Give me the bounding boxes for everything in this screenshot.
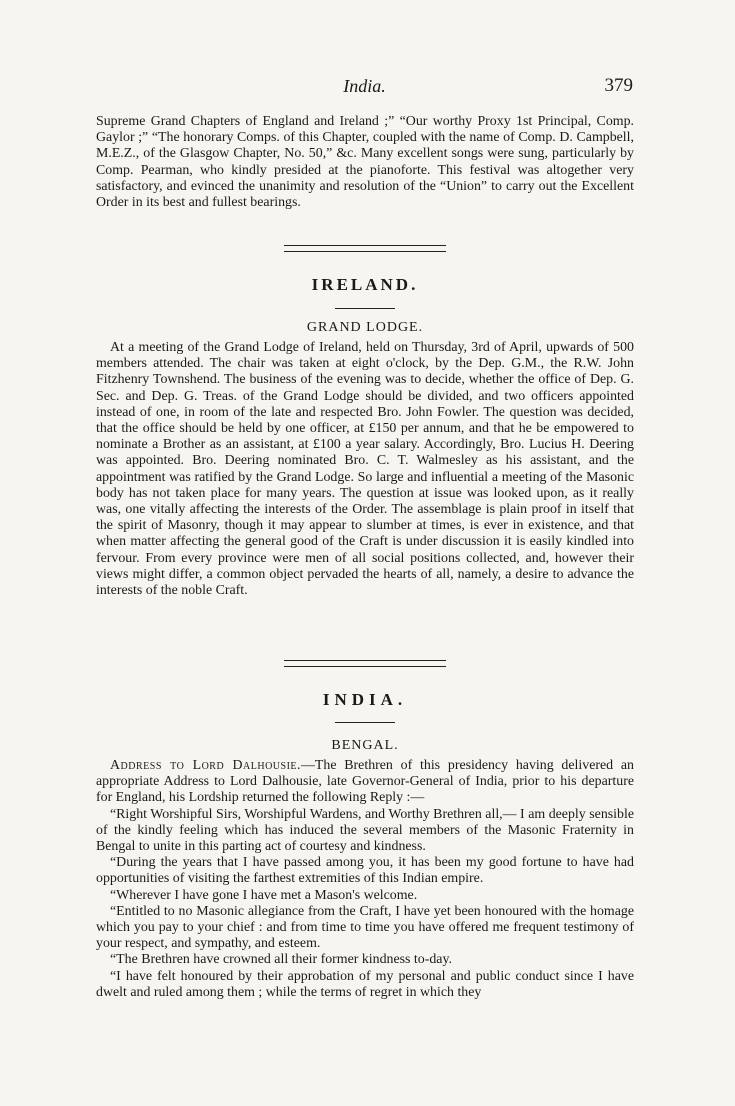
ireland-paragraph: At a meeting of the Grand Lodge of Ireland, held on Thursday, 3rd of April, upwards of 500 members attended. The chair was taken at eight o'clock, by the Dep. G.M., the R.W. John Fitzhenry Townshend. The business of the evening was to decide, whether the office of Dep. G. Sec. and Dep. G. Treas. of the Grand Lodge should be divided, and two officers appointed instead of one, in room of the late and respected Bro. John Fowler. The question was decided, that the office should be held by one officer, at £150 per annum, and that he be empowered to nominate a Brother as an assistant, at £100 a year salary. Accordingly, Bro. Lucius H. Deering was appointed. Bro. Deering nominated Bro. C. T. Walmesley as his assistant, and the appointment was ratified by the Grand Lodge. So large and influential a meeting of the Masonic body has not taken place for many years. The question at issue was looked upon, as it really was, one vitally affecting the interests of the Order. The assemblage is plain proof in itself that the spirit of Masonry, though it may appear to slumber at times, is ever in existence, and that when matter affecting the general good of the Craft is under discussion it is easily kindled into fervour. From every province were men of all social positions collected, and, however their views might differ, a common object pervaded the hearts of all, namely, a desire to advance the interests of the noble Craft. — [96, 340, 634, 599]
reply-paragraph: “The Brethren have crowned all their former kindness to-day. — [110, 952, 452, 968]
reply-paragraph: “Entitled to no Masonic allegiance from the Craft, I have yet been honoured with the homage which you pay to your chief : and from time to time you have offered me frequent testimony of your respect, and sympathy, and esteem. — [96, 903, 634, 952]
reply-paragraph: “During the years that I have passed among you, it has been my good fortune to have had opportunities of visiting the farthest extremities of this Indian empire. — [96, 855, 634, 887]
running-head — [96, 74, 633, 100]
running-head-title: India. — [343, 76, 386, 96]
heading-underline-rule — [335, 308, 395, 309]
address-lead-in: Address to Lord Dalhousie. — [110, 758, 301, 773]
section-divider-rule — [284, 245, 446, 252]
intro-paragraph: Supreme Grand Chapters of England and Ireland ;” “Our worthy Proxy 1st Principal, Comp. Gaylor ;” “The honorary Comps. of this Chapter, coupled with the name of Comp. D. Campbell, M.E.Z., of the Glasgow Chapter, No. 50,” &c. Many excellent songs were sung, particularly by Comp. Pearman, who kindly presided at the pianoforte. This festival was altogether very satisfactory, and evinced the unanimity and resolution of the “Union” to carry out the Excellent Order in its best and fullest bearings. — [96, 114, 634, 211]
section-divider-rule — [284, 660, 446, 667]
ireland-heading: IRELAND. — [311, 275, 419, 294]
ireland-paragraph-block — [96, 340, 634, 599]
grand-lodge-subheading: GRAND LODGE. — [306, 320, 424, 335]
intro-paragraph-block — [96, 114, 634, 211]
reply-paragraph: “Wherever I have gone I have met a Mason's welcome. — [110, 887, 418, 903]
address-paragraph — [96, 758, 634, 807]
reply-paragraph: “I have felt honoured by their approbation of my personal and public conduct since I have dwelt and ruled among them ; while the terms of regret in which they — [96, 968, 634, 1000]
page-number: 379 — [604, 75, 633, 96]
reply-paragraph: “Right Worshipful Sirs, Worshipful Wardens, and Worthy Brethren all,— I am deeply sensible of the kindly feeling which has induced the several members of the Masonic Fraternity in Bengal to unite in this parting act of courtesy and kindness. — [96, 806, 634, 855]
heading-underline-rule — [335, 722, 395, 723]
india-text-block — [96, 758, 634, 1001]
address-text: —The Brethren of this presidency having delivered an appropriate Address to Lord Dalhousie, late Governor-General of India, prior to his departure for England, his Lordship returned the following Reply :— — [96, 758, 635, 806]
bengal-subheading: BENGAL. — [331, 738, 399, 753]
india-heading: INDIA. — [322, 690, 408, 709]
